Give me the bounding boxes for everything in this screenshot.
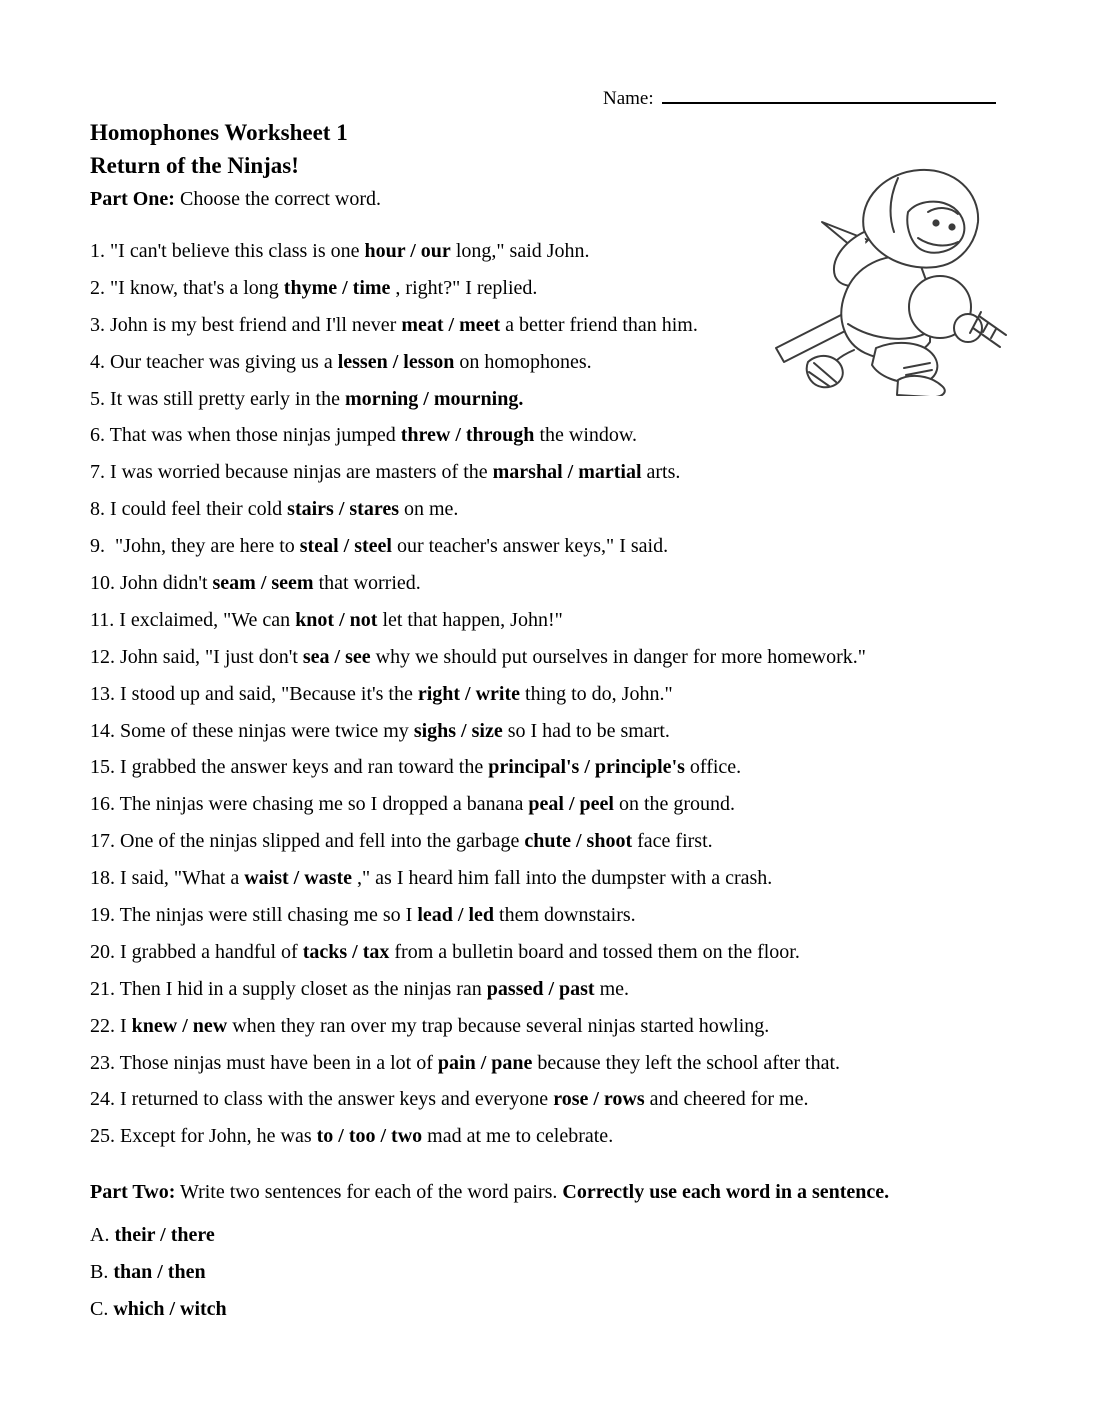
name-label: Name: xyxy=(603,88,654,109)
part-two-label: Part Two: xyxy=(90,1181,176,1203)
worksheet-item: 5. It was still pretty early in the morning / mourning. xyxy=(90,387,524,410)
name-blank-line xyxy=(662,102,996,104)
worksheet-item: 13. I stood up and said, "Because it's the right / write thing to do, John." xyxy=(90,682,673,705)
name-row xyxy=(603,88,996,110)
worksheet-item: 22. I knew / new when they ran over my trap because several ninjas started howling. xyxy=(90,1014,770,1037)
page-title-block xyxy=(90,116,348,182)
word-pair-item: C. which / witch xyxy=(90,1298,227,1320)
part-one-instruction: Choose the correct word. xyxy=(174,188,382,210)
worksheet-item: 3. John is my best friend and I'll never meat / meet a better friend than him. xyxy=(90,313,698,336)
part-two-instruction-bold: Correctly use each word in a sentence. xyxy=(562,1181,890,1203)
part-one-label: Part One: xyxy=(90,188,175,210)
worksheet-item: 21. Then I hid in a supply closet as the ninjas ran passed / past me. xyxy=(90,977,630,1000)
part-two-pairs xyxy=(90,1224,227,1335)
worksheet-item: 11. I exclaimed, "We can knot / not let that happen, John!" xyxy=(90,608,563,631)
part-one-heading xyxy=(90,188,381,211)
worksheet-item: 17. One of the ninjas slipped and fell into the garbage chute / shoot face first. xyxy=(90,830,713,853)
worksheet-item: 24. I returned to class with the answer keys and everyone rose / rows and cheered for me. xyxy=(90,1088,809,1111)
worksheet-item: 18. I said, "What a waist / waste ," as I heard him fall into the dumpster with a crash. xyxy=(90,867,773,890)
worksheet-item: 7. I was worried because ninjas are masters of the marshal / martial arts. xyxy=(90,461,681,484)
word-pair-item: B. than / then xyxy=(90,1261,206,1283)
worksheet-item: 10. John didn't seam / seem that worried. xyxy=(90,572,421,595)
worksheet-item: 4. Our teacher was giving us a lessen / lesson on homophones. xyxy=(90,350,592,373)
worksheet-item: 14. Some of these ninjas were twice my sighs / size so I had to be smart. xyxy=(90,719,670,742)
worksheet-item: 19. The ninjas were still chasing me so I lead / led them downstairs. xyxy=(90,904,636,927)
part-two-heading xyxy=(90,1181,1070,1204)
worksheet-item: 20. I grabbed a handful of tacks / tax from a bulletin board and tossed them on the floor. xyxy=(90,940,800,963)
part-two-instruction: Write two sentences for each of the word pairs. xyxy=(175,1181,563,1203)
part-one-items xyxy=(90,240,1085,1162)
worksheet-item: 23. Those ninjas must have been in a lot of pain / pane because they left the school after that. xyxy=(90,1051,841,1074)
worksheet-item: 12. John said, "I just don't sea / see why we should put ourselves in danger for more homework." xyxy=(90,645,866,668)
worksheet-item: 6. That was when those ninjas jumped threw / through the window. xyxy=(90,424,638,447)
page-subtitle: Return of the Ninjas! xyxy=(90,153,299,178)
page-title: Homophones Worksheet 1 xyxy=(90,120,348,145)
worksheet-item: 16. The ninjas were chasing me so I dropped a banana peal / peel on the ground. xyxy=(90,793,736,816)
worksheet-item: 25. Except for John, he was to / too / two mad at me to celebrate. xyxy=(90,1125,614,1148)
worksheet-item: 15. I grabbed the answer keys and ran toward the principal's / principle's office. xyxy=(90,756,742,779)
word-pair-item: A. their / there xyxy=(90,1224,215,1246)
worksheet-item: 8. I could feel their cold stairs / stares on me. xyxy=(90,498,459,521)
worksheet-item: 9. "John, they are here to steal / steel our teacher's answer keys," I said. xyxy=(90,535,669,558)
worksheet-item: 2. "I know, that's a long thyme / time , right?" I replied. xyxy=(90,276,538,299)
worksheet-item: 1. "I can't believe this class is one hour / our long," said John. xyxy=(90,240,590,262)
